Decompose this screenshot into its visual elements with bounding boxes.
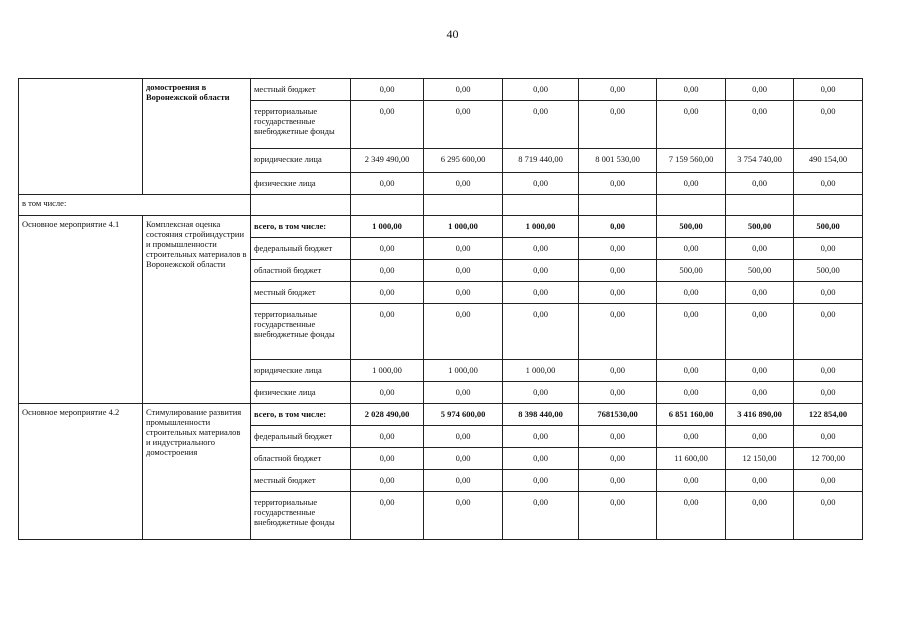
value-cell: 0,00 xyxy=(503,260,579,282)
value-cell: 0,00 xyxy=(503,101,579,149)
empty-cell xyxy=(503,195,579,216)
value-cell: 0,00 xyxy=(579,173,657,195)
funding-source-cell: физические лица xyxy=(251,382,351,404)
value-cell: 0,00 xyxy=(424,79,503,101)
value-cell: 0,00 xyxy=(424,304,503,360)
funding-source-cell: федеральный бюджет xyxy=(251,426,351,448)
value-cell: 12 150,00 xyxy=(726,448,794,470)
value-cell: 7681530,00 xyxy=(579,404,657,426)
value-cell: 0,00 xyxy=(424,382,503,404)
value-cell: 0,00 xyxy=(351,492,424,540)
value-cell: 0,00 xyxy=(794,426,863,448)
value-cell: 0,00 xyxy=(424,282,503,304)
funding-source-cell: местный бюджет xyxy=(251,79,351,101)
funding-source-cell: территориальные государственные внебюджетные фонды xyxy=(251,492,351,540)
funding-source-cell: местный бюджет xyxy=(251,282,351,304)
value-cell: 0,00 xyxy=(424,238,503,260)
value-cell: 3 754 740,00 xyxy=(726,149,794,173)
value-cell: 0,00 xyxy=(503,238,579,260)
value-cell: 0,00 xyxy=(726,79,794,101)
table-row xyxy=(19,79,863,101)
value-cell: 8 398 440,00 xyxy=(503,404,579,426)
status-cell: Основное мероприятие 4.2 xyxy=(19,404,143,540)
value-cell: 0,00 xyxy=(351,426,424,448)
funding-source-cell: областной бюджет xyxy=(251,260,351,282)
value-cell: 0,00 xyxy=(726,101,794,149)
value-cell: 0,00 xyxy=(794,79,863,101)
value-cell: 6 851 160,00 xyxy=(657,404,726,426)
value-cell: 0,00 xyxy=(657,360,726,382)
value-cell: 0,00 xyxy=(657,282,726,304)
event-name-cell: Комплексная оценка состояния стройиндустрии и промышленности строительных материалов в Воронежской области xyxy=(143,216,251,404)
value-cell: 3 416 890,00 xyxy=(726,404,794,426)
value-cell: 0,00 xyxy=(657,382,726,404)
funding-table-body xyxy=(19,79,863,540)
value-cell: 0,00 xyxy=(657,79,726,101)
value-cell: 1 000,00 xyxy=(503,360,579,382)
value-cell: 0,00 xyxy=(726,304,794,360)
empty-cell xyxy=(726,195,794,216)
status-cell xyxy=(19,79,143,195)
funding-source-cell: местный бюджет xyxy=(251,470,351,492)
event-name-cell: домостроения в Воронежской области xyxy=(143,79,251,195)
value-cell: 0,00 xyxy=(794,382,863,404)
value-cell: 0,00 xyxy=(579,282,657,304)
value-cell: 0,00 xyxy=(579,101,657,149)
value-cell: 1 000,00 xyxy=(503,216,579,238)
value-cell: 11 600,00 xyxy=(657,448,726,470)
value-cell: 0,00 xyxy=(794,282,863,304)
value-cell: 0,00 xyxy=(579,448,657,470)
value-cell: 0,00 xyxy=(424,448,503,470)
value-cell: 500,00 xyxy=(657,216,726,238)
value-cell: 0,00 xyxy=(579,470,657,492)
in-that-number-label: в том числе: xyxy=(19,195,251,216)
value-cell: 1 000,00 xyxy=(351,360,424,382)
table-row xyxy=(19,195,863,216)
value-cell: 0,00 xyxy=(726,382,794,404)
value-cell: 1 000,00 xyxy=(424,360,503,382)
empty-cell xyxy=(657,195,726,216)
value-cell: 2 349 490,00 xyxy=(351,149,424,173)
empty-cell xyxy=(579,195,657,216)
table-row xyxy=(19,216,863,238)
funding-source-cell: физические лица xyxy=(251,173,351,195)
value-cell: 500,00 xyxy=(726,216,794,238)
value-cell: 8 719 440,00 xyxy=(503,149,579,173)
value-cell: 0,00 xyxy=(579,304,657,360)
value-cell: 0,00 xyxy=(726,426,794,448)
funding-source-cell: областной бюджет xyxy=(251,448,351,470)
value-cell: 0,00 xyxy=(657,304,726,360)
value-cell: 0,00 xyxy=(424,426,503,448)
value-cell: 0,00 xyxy=(351,101,424,149)
value-cell: 6 295 600,00 xyxy=(424,149,503,173)
value-cell: 0,00 xyxy=(579,426,657,448)
table-row xyxy=(19,404,863,426)
value-cell: 2 028 490,00 xyxy=(351,404,424,426)
funding-source-cell: территориальные государственные внебюджетные фонды xyxy=(251,101,351,149)
value-cell: 0,00 xyxy=(794,238,863,260)
funding-source-cell: федеральный бюджет xyxy=(251,238,351,260)
page-number: 40 xyxy=(446,27,459,41)
value-cell: 0,00 xyxy=(726,238,794,260)
value-cell: 0,00 xyxy=(657,238,726,260)
value-cell: 0,00 xyxy=(424,470,503,492)
value-cell: 0,00 xyxy=(726,360,794,382)
value-cell: 7 159 560,00 xyxy=(657,149,726,173)
funding-table xyxy=(18,78,863,540)
funding-source-cell: юридические лица xyxy=(251,149,351,173)
value-cell: 500,00 xyxy=(794,260,863,282)
value-cell: 0,00 xyxy=(503,492,579,540)
value-cell: 0,00 xyxy=(503,448,579,470)
value-cell: 0,00 xyxy=(794,304,863,360)
value-cell: 0,00 xyxy=(424,101,503,149)
value-cell: 0,00 xyxy=(579,260,657,282)
value-cell: 0,00 xyxy=(794,470,863,492)
value-cell: 490 154,00 xyxy=(794,149,863,173)
value-cell: 500,00 xyxy=(657,260,726,282)
value-cell: 0,00 xyxy=(726,173,794,195)
value-cell: 0,00 xyxy=(351,238,424,260)
funding-source-cell: всего, в том числе: xyxy=(251,404,351,426)
value-cell: 0,00 xyxy=(424,260,503,282)
value-cell: 0,00 xyxy=(503,470,579,492)
value-cell: 0,00 xyxy=(424,173,503,195)
value-cell: 0,00 xyxy=(351,382,424,404)
value-cell: 0,00 xyxy=(726,492,794,540)
value-cell: 0,00 xyxy=(579,238,657,260)
value-cell: 0,00 xyxy=(579,216,657,238)
value-cell: 0,00 xyxy=(503,173,579,195)
value-cell: 0,00 xyxy=(424,492,503,540)
value-cell: 0,00 xyxy=(351,173,424,195)
value-cell: 12 700,00 xyxy=(794,448,863,470)
value-cell: 0,00 xyxy=(503,426,579,448)
value-cell: 0,00 xyxy=(794,173,863,195)
funding-source-cell: юридические лица xyxy=(251,360,351,382)
funding-source-cell: территориальные государственные внебюджетные фонды xyxy=(251,304,351,360)
funding-source-cell: всего, в том числе: xyxy=(251,216,351,238)
value-cell: 0,00 xyxy=(351,470,424,492)
value-cell: 8 001 530,00 xyxy=(579,149,657,173)
value-cell: 0,00 xyxy=(579,79,657,101)
empty-cell xyxy=(424,195,503,216)
value-cell: 0,00 xyxy=(351,282,424,304)
value-cell: 0,00 xyxy=(503,79,579,101)
value-cell: 0,00 xyxy=(794,492,863,540)
value-cell: 500,00 xyxy=(726,260,794,282)
value-cell: 0,00 xyxy=(351,304,424,360)
value-cell: 0,00 xyxy=(657,492,726,540)
value-cell: 0,00 xyxy=(726,470,794,492)
value-cell: 0,00 xyxy=(351,448,424,470)
value-cell: 0,00 xyxy=(657,470,726,492)
status-cell: Основное мероприятие 4.1 xyxy=(19,216,143,404)
event-name-cell: Стимулирование развития промышленности строительных материалов и индустриального домостроения xyxy=(143,404,251,540)
value-cell: 0,00 xyxy=(726,282,794,304)
value-cell: 0,00 xyxy=(503,282,579,304)
empty-cell xyxy=(251,195,351,216)
value-cell: 0,00 xyxy=(794,101,863,149)
value-cell: 0,00 xyxy=(351,260,424,282)
value-cell: 0,00 xyxy=(794,360,863,382)
value-cell: 0,00 xyxy=(657,426,726,448)
empty-cell xyxy=(794,195,863,216)
value-cell: 0,00 xyxy=(351,79,424,101)
value-cell: 0,00 xyxy=(579,382,657,404)
value-cell: 0,00 xyxy=(579,492,657,540)
value-cell: 1 000,00 xyxy=(351,216,424,238)
value-cell: 1 000,00 xyxy=(424,216,503,238)
value-cell: 500,00 xyxy=(794,216,863,238)
empty-cell xyxy=(351,195,424,216)
value-cell: 122 854,00 xyxy=(794,404,863,426)
value-cell: 0,00 xyxy=(579,360,657,382)
value-cell: 0,00 xyxy=(657,101,726,149)
value-cell: 0,00 xyxy=(657,173,726,195)
value-cell: 5 974 600,00 xyxy=(424,404,503,426)
value-cell: 0,00 xyxy=(503,382,579,404)
value-cell: 0,00 xyxy=(503,304,579,360)
